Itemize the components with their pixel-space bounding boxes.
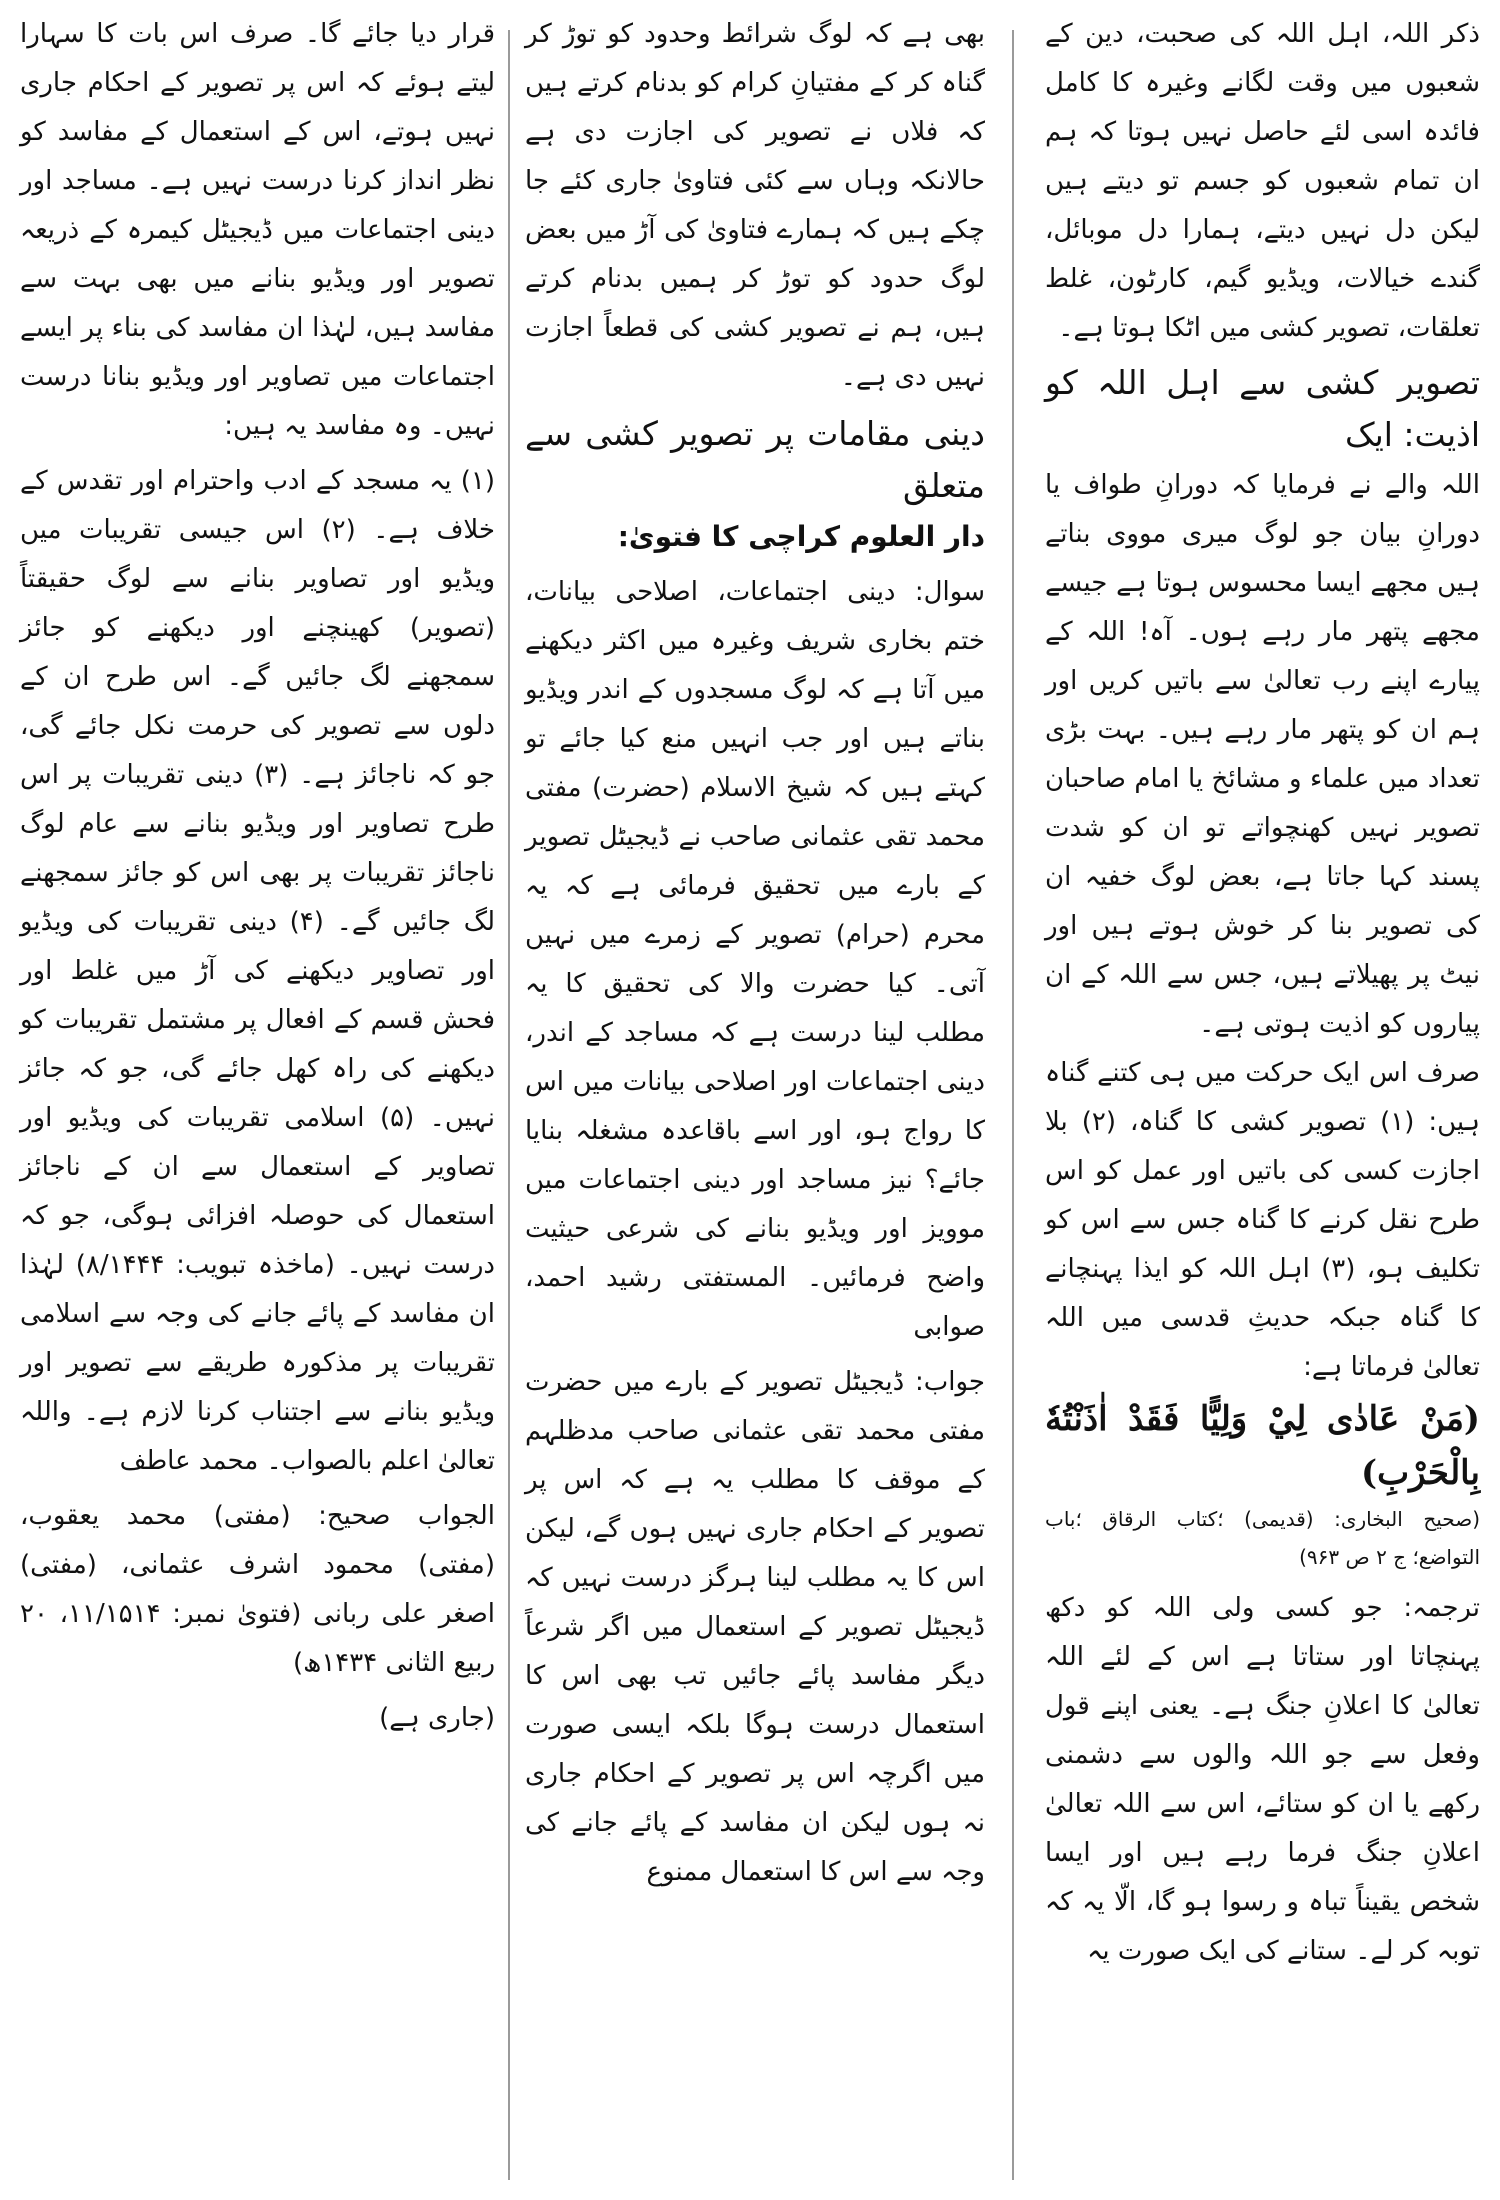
question-paragraph: سوال: دینی اجتماعات، اصلاحی بیانات، ختم بخاری شریف وغیرہ میں اکثر دیکھنے میں آتا ہے کہ لوگ مسجدوں کے اندر ویڈیو بناتے ہیں اور جب انہیں منع کیا جائے تو کہتے ہیں کہ شیخ الاسلام (حضرت) مفتی محمد تقی عثمانی صاحب نے ڈیجیٹل تصویر کے بارے میں تحقیق فرمائی ہے کہ یہ محرم (حرام) تصویر کے زمرے میں نہیں آتی۔ کیا حضرت والا کی تحقیق کا یہ مطلب لینا درست ہے کہ مساجد کے اندر، دینی اجتماعات اور اصلاحی بیانات میں اس کا رواج ہو، اور اسے باقاعدہ مشغلہ بنایا جائے؟ نیز مساجد اور دینی اجتماعات میں موویز اور ویڈیو بنانے کی شرعی حیثیت واضح فرمائیں۔ المستفتی رشید احمد، صوابی [525,577,985,1342]
paragraph: بھی ہے کہ لوگ شرائط وحدود کو توڑ کر گناہ کر کے مفتیانِ کرام کو بدنام کرتے ہیں کہ فلاں نے تصویر کی اجازت دی ہے حالانکہ وہاں سے کئی فتاویٰ جاری کئے جا چکے ہیں کہ ہمارے فتاویٰ کی آڑ میں بعض لوگ حدود کو توڑ کر ہمیں بدنام کرتے ہیں، ہم نے تصویر کشی کی قطعاً اجازت نہیں دی ہے۔ [525,19,985,392]
section-subheading: دار العلوم کراچی کا فتویٰ: [617,520,985,553]
column-divider [508,30,510,2180]
section-heading: تصویر کشی سے اہل اللہ کو اذیت: ایک [1045,363,1480,454]
paragraph: قرار دیا جائے گا۔ صرف اس بات کا سہارا لیتے ہوئے کہ اس پر تصویر کے احکام جاری نہیں ہوتے، اس کے استعمال کے مفاسد کو نظر انداز کرنا درست نہیں ہے۔ مساجد اور دینی اجتماعات میں ڈیجیٹل کیمرہ کے ذریعہ تصویر اور ویڈیو بنانے میں بھی بہت سے مفاسد ہیں، لہٰذا ان مفاسد کی بناء پر ایسے اجتماعات میں تصاویر اور ویڈیو بنانا درست نہیں۔ وہ مفاسد یہ ہیں: [20,19,495,441]
paragraph: اللہ والے نے فرمایا کہ دورانِ طواف یا دورانِ بیان جو لوگ میری مووی بناتے ہیں مجھے ایسا محسوس ہوتا ہے جیسے مجھے پتھر مار رہے ہوں۔ آہ! اللہ کے پیارے اپنے رب تعالیٰ سے باتیں کریں اور ہم ان کو پتھر مار رہے ہیں۔ بہت بڑی تعداد میں علماء و مشائخ یا امام صاحبان تصویر نہیں کھنچواتے تو ان کو شدت پسند کہا جاتا ہے، بعض لوگ خفیہ ان کی تصویر بنا کر خوش ہوتے ہیں اور نیٹ پر پھیلاتے ہیں، جس سے اللہ کے ان پیاروں کو اذیت ہوتی ہے۔ [1045,470,1480,1039]
hadith-arabic: (مَنْ عَادٰى لِيْ وَلِيًّا فَقَدْ اٰذَنْتُهٗ بِالْحَرْبِ) [1045,1399,1480,1493]
paragraph: صرف اس ایک حرکت میں ہی کتنے گناہ ہیں: (۱) تصویر کشی کا گناہ، (۲) بلا اجازت کسی کی باتیں اور عمل کو اس طرح نقل کرنے کا گناہ جس سے اس کو تکلیف ہو، (۳) اہل اللہ کو ایذا پہنچانے کا گناہ جبکہ حدیثِ قدسی میں اللہ تعالیٰ فرماتا ہے: [1045,1058,1480,1382]
section-heading: دینی مقامات پر تصویر کشی سے متعلق [525,414,985,505]
column-right [1045,0,1480,2200]
paragraph: (۱) یہ مسجد کے ادب واحترام اور تقدس کے خلاف ہے۔ (۲) اس جیسی تقریبات میں ویڈیو اور تصاویر بنانے سے لوگ حقیقتاً (تصویر) کھینچنے اور دیکھنے کو جائز سمجھنے لگ جائیں گے۔ اس طرح ان کے دلوں سے تصویر کی حرمت نکل جائے گی، جو کہ ناجائز ہے۔ (۳) دینی تقریبات پر اس طرح تصاویر اور ویڈیو بنانے سے عام لوگ ناجائز تقریبات پر بھی اس کو جائز سمجھنے لگ جائیں گے۔ (۴) دینی تقریبات کی ویڈیو اور تصاویر دیکھنے کی آڑ میں غلط اور فحش قسم کے افعال پر مشتمل تقریبات کو دیکھنے کی راہ کھل جائے گی، جو کہ جائز نہیں۔ (۵) اسلامی تقریبات کی ویڈیو اور تصاویر کے استعمال سے ان کے ناجائز استعمال کی حوصلہ افزائی ہوگی، جو کہ درست نہیں۔ (ماخذہ تبویب: ۸/۱۴۴۴) لہٰذا ان مفاسد کے پائے جانے کی وجہ سے اسلامی تقریبات پر مذکورہ طریقے سے تصویر اور ویڈیو بنانے سے اجتناب کرنا لازم ہے۔ واللہ تعالیٰ اعلم بالصواب۔ محمد عاطف [20,466,496,1476]
answer-paragraph: جواب: ڈیجیٹل تصویر کے بارے میں حضرت مفتی محمد تقی عثمانی صاحب مدظلہم کے موقف کا مطلب یہ ہے کہ اس پر تصویر کے احکام جاری نہیں ہوں گے، لیکن اس کا یہ مطلب لینا ہرگز درست نہیں کہ ڈیجیٹل تصویر کے استعمال میں اگر شرعاً دیگر مفاسد پائے جائیں تب بھی اس کا استعمال درست ہوگا بلکہ ایسی صورت میں اگرچہ اس پر تصویر کے احکام جاری نہ ہوں لیکن ان مفاسد کے پائے جانے کی وجہ سے اس کا استعمال ممنوع [525,1367,985,1887]
continued-note: (جاری ہے) [379,1703,495,1733]
column-middle [525,0,985,2200]
endorsement-paragraph: الجواب صحیح: (مفتی) محمد یعقوب، (مفتی) محمود اشرف عثمانی، (مفتی) اصغر علی ربانی (فتویٰ نمبر: ۱۱/۱۵۱۴، ۲۰ ربیع الثانی ۱۴۳۴ھ) [20,1501,495,1678]
paragraph: ترجمہ: جو کسی ولی اللہ کو دکھ پہنچاتا اور ستاتا ہے اس کے لئے اللہ تعالیٰ کا اعلانِ جنگ ہے۔ یعنی اپنے قول وفعل سے جو اللہ والوں سے دشمنی رکھے یا ان کو ستائے، اس سے اللہ تعالیٰ اعلانِ جنگ فرما رہے ہیں اور ایسا شخص یقیناً تباہ و رسوا ہو گا، الّا یہ کہ توبہ کر لے۔ ستانے کی ایک صورت یہ [1045,1593,1480,1966]
column-left [20,0,495,2200]
column-divider [1012,30,1014,2180]
paragraph: ذکر اللہ، اہل اللہ کی صحبت، دین کے شعبوں میں وقت لگانے وغیرہ کا کامل فائدہ اسی لئے حاصل نہیں ہوتا کہ ہم ان تمام شعبوں کو جسم تو دیتے ہیں لیکن دل نہیں دیتے، ہمارا دل موبائل، گندے خیالات، ویڈیو گیم، کارٹون، غلط تعلقات، تصویر کشی میں اٹکا ہوتا ہے۔ [1045,19,1480,343]
hadith-reference: (صحیح البخاری: (قدیمی) ؛کتاب الرقاق ؛باب التواضع؛ ج ۲ ص ۹۶۳) [1045,1507,1480,1569]
